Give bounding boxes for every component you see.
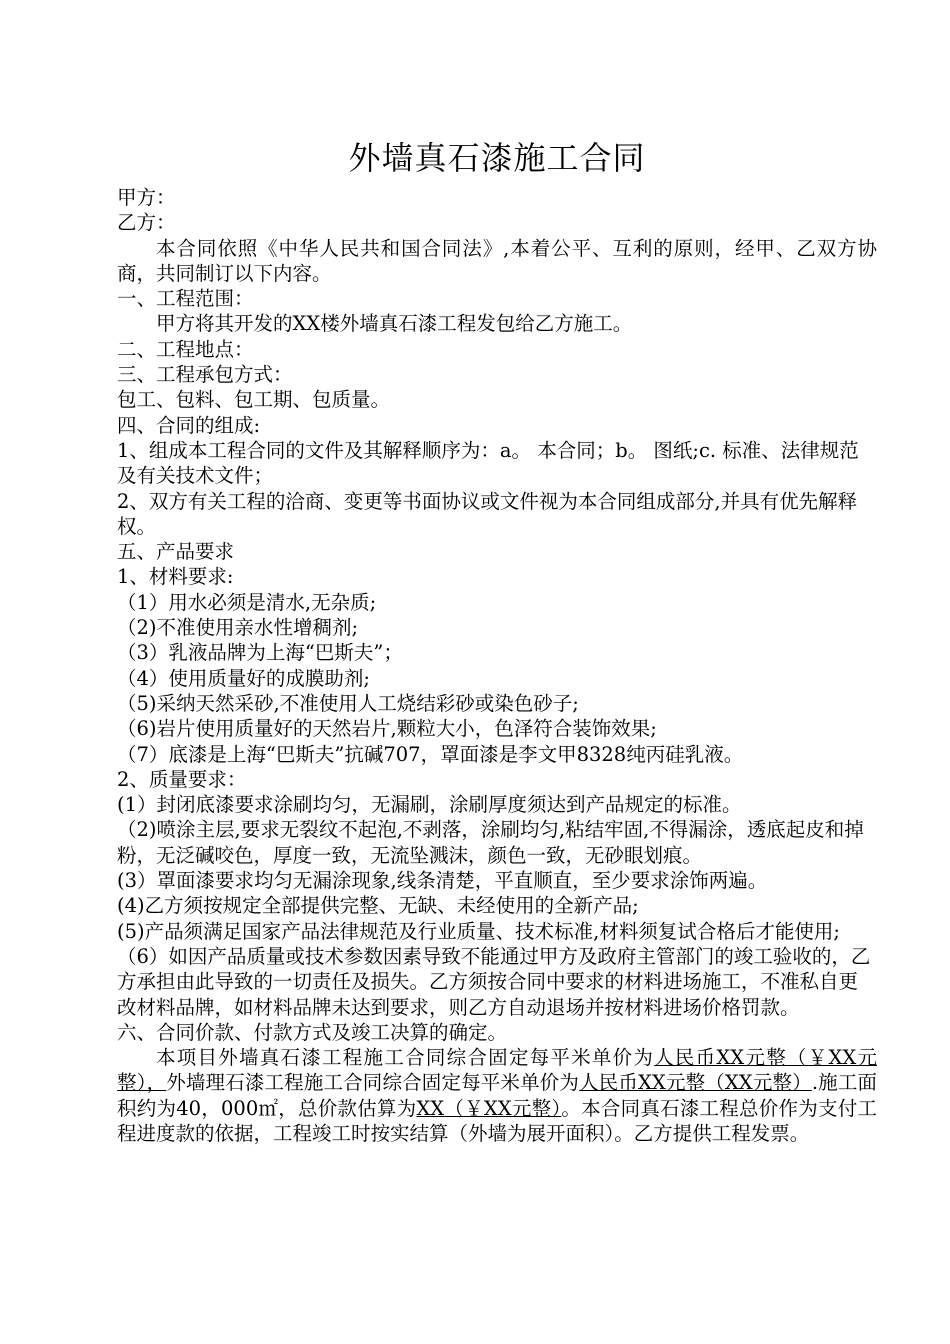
party-b-label: 乙方： bbox=[117, 211, 176, 235]
page-title: 外墙真石漆施工合同 bbox=[348, 139, 646, 177]
quality-item: （2)喷涂主层,要求无裂纹不起泡,不剥落，涂刷均匀,粘结牢固,不得漏涂，透底起皮和掉粉，无泛碱咬色，厚度一致，无流坠溅沫，颜色一致，无砂眼划痕。 bbox=[117, 818, 864, 867]
quality-item: （6）如因产品质量或技术参数因素导致不能通过甲方及政府主管部门的竣工验收的，乙方承担由此导致的一切责任及损失。乙方须按合同中要求的材料进场施工，不准私自更改材料品牌，如材料品牌未达到要求，则乙方自动退场并按材料进场价格罚款。 bbox=[117, 944, 871, 1019]
quality-item: (4)乙方须按规定全部提供完整、无缺、未经使用的全新产品; bbox=[117, 894, 639, 918]
material-item: （3）乳液品牌为上海“巴斯夫”； bbox=[117, 641, 403, 665]
price-text-2: 外墙理石漆工程施工合同综合固定每平米单价为 bbox=[166, 1071, 580, 1095]
quality-item: (3）罩面漆要求均匀无漏涂现象,线条清楚，平直顺直，至少要求涂饰两遍。 bbox=[117, 869, 768, 893]
unit-price-underlined: 人民币XX元整（￥XX元整）， bbox=[117, 1046, 877, 1095]
quality-title: 2、质量要求： bbox=[117, 767, 247, 791]
marble-unit-price-underlined: 人民币XX元整（XX元整） bbox=[579, 1071, 812, 1095]
section-1-body: 甲方将其开发的XX楼外墙真石漆工程发包给乙方施工。 bbox=[156, 312, 633, 336]
contract-page bbox=[117, 125, 877, 1146]
section-5-title: 五、产品要求 bbox=[117, 540, 235, 564]
material-item: （2)不准使用亲水性增稠剂; bbox=[117, 616, 359, 640]
section-1-title: 一、工程范围： bbox=[117, 287, 254, 311]
section-4-title: 四、合同的组成: bbox=[117, 413, 261, 437]
price-text-1: 本项目外墙真石漆工程施工合同综合固定每平米单价为 bbox=[156, 1046, 655, 1070]
material-item: （4）使用质量好的成膜助剂; bbox=[117, 666, 370, 690]
section-6-title: 六、合同价款、付款方式及竣工决算的确定。 bbox=[117, 1020, 508, 1044]
material-item: （6)岩片使用质量好的天然岩片,颗粒大小，色泽符合装饰效果; bbox=[117, 717, 657, 741]
price-text-3: .施工面积约为40，000㎡，总价款估算为 bbox=[117, 1071, 877, 1120]
materials-title: 1、材料要求: bbox=[117, 565, 234, 589]
material-item: （7）底漆是上海“巴斯夫”抗碱707，罩面漆是李文甲8328纯丙硅乳液。 bbox=[117, 742, 744, 766]
section-6-paragraph bbox=[117, 1045, 877, 1146]
total-price-underlined: XX（￥XX元整） bbox=[416, 1096, 562, 1120]
section-2-title: 二、工程地点： bbox=[117, 337, 254, 361]
section-4-item-1: 1、组成本工程合同的文件及其解释顺序为：a。 本合同；b。 图纸;c. 标准、法律规范及有关技术文件； bbox=[117, 438, 859, 488]
party-a-label: 甲方： bbox=[117, 186, 176, 209]
section-3-body: 包工、包料、包工期、包质量。 bbox=[117, 388, 391, 412]
section-4-item-2: 2、双方有关工程的洽商、变更等书面协议或文件视为本合同组成部分,并具有优先解释权。 bbox=[117, 489, 858, 538]
quality-item: (1）封闭底漆要求涂刷均匀，无漏刷，涂刷厚度须达到产品规定的标准。 bbox=[117, 793, 742, 817]
material-item: （1）用水必须是清水,无杂质; bbox=[117, 590, 377, 614]
price-text-4: 。本合同真石漆工程总价作为支付工程进度款的依据，工程竣工时按实结算（外墙为展开面积）。乙方提供工程发票。 bbox=[117, 1096, 877, 1145]
intro-paragraph: 本合同依照《中华人民共和国合同法》,本着公平、互利的原则，经甲、乙双方协商，共同制订以下内容。 bbox=[117, 236, 877, 285]
material-item: （5)采纳天然采砂,不准使用人工烧结彩砂或染色砂子; bbox=[117, 691, 579, 715]
section-3-title: 三、工程承包方式： bbox=[117, 363, 293, 387]
quality-item: (5)产品须满足国家产品法律规范及行业质量、技术标准,材料须复试合格后才能使用; bbox=[117, 919, 840, 943]
